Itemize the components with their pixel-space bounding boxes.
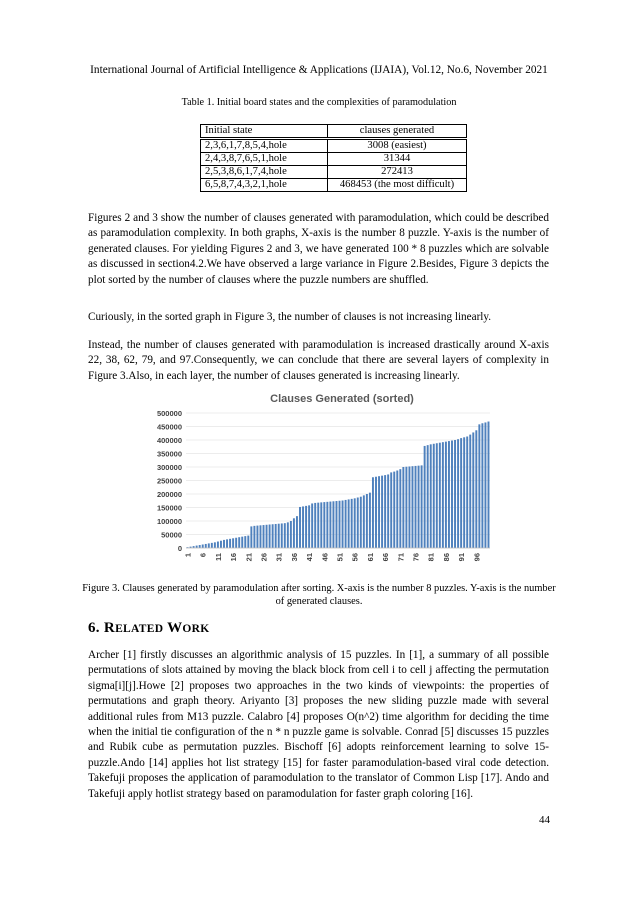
bar: [314, 503, 316, 548]
bar: [405, 467, 407, 548]
x-tick-label: 51: [335, 553, 345, 562]
section-title-rest: ELATED: [115, 623, 164, 635]
x-tick-label: 21: [244, 553, 254, 562]
x-tick-label: 71: [396, 553, 406, 562]
bar: [275, 524, 277, 548]
bar: [396, 471, 398, 548]
bar: [387, 474, 389, 548]
bar: [214, 542, 216, 548]
bar: [253, 526, 255, 548]
bar: [378, 476, 380, 548]
bar: [317, 503, 319, 548]
bar: [369, 493, 371, 548]
bar: [235, 538, 237, 548]
bar: [308, 505, 310, 548]
bar: [287, 522, 289, 548]
table-cell: 468453 (the most difficult): [328, 179, 467, 192]
paragraph-text: Archer [1] firstly discusses an algorithmic analysis of 15 puzzles. In [1], a summary of all possible permutations of slots attained by moving the black block from cell i to cell j affecting the permutation sigma[i][j].Howe [2] proposes two approaches in the two kinds of viewpoints: the properties of permutations and graph theory. Ariyanto [3] proposes the new sliding puzzle made with several additional rules from M13 puzzle. Calabro [4] proposes O(n^2) time algorithm for deciding the time when the initial tie configuration of the n * n puzzle game is solvable. Conrad [5] discusses 15 puzzles and Rubik cube as permutation puzzles. Bischoff [6] adopts reinforcement learning to solve 15-puzzle.Ando [14] applies hot list strategy [15] for faster paramodulation-based viral code detection. Takefuji proposes the application of paramodulation to the translator of Common Lisp [17]. Ando and Takefuji apply hotlist strategy based on paramodulation for faster graph coloring [16].: [88, 649, 549, 800]
bar: [202, 544, 204, 548]
x-tick-label: 6: [198, 553, 208, 558]
x-tick-label: 36: [289, 553, 299, 562]
bar: [339, 501, 341, 548]
bar: [424, 446, 426, 548]
paragraph-text: Curiously, in the sorted graph in Figure 3, the number of clauses is not increasing linearly.: [88, 311, 492, 323]
bar: [399, 469, 401, 548]
bar: [466, 436, 468, 548]
bar: [448, 441, 450, 548]
bar: [384, 475, 386, 548]
bar: [442, 442, 444, 548]
bar: [244, 536, 246, 548]
bar: [418, 466, 420, 548]
bar: [360, 497, 362, 548]
bar: [263, 525, 265, 548]
table-cell: 31344: [328, 153, 467, 166]
bar: [326, 502, 328, 548]
bar: [260, 525, 262, 548]
bar: [208, 543, 210, 548]
table-row: [201, 179, 467, 192]
bar: [402, 467, 404, 548]
y-tick-label: 150000: [156, 503, 182, 513]
y-tick-label: 200000: [156, 490, 182, 499]
bar: [232, 538, 234, 548]
bar: [217, 542, 219, 548]
bar: [278, 524, 280, 548]
journal-header: International Journal of Artificial Intelligence & Applications (IJAIA), Vol.12, No.6, November 2021: [90, 64, 548, 76]
bar: [451, 441, 453, 548]
x-tick-label: 76: [411, 553, 421, 562]
x-tick-label: 1: [183, 553, 193, 558]
bar: [269, 525, 271, 548]
y-tick-label: 300000: [156, 463, 182, 472]
bar: [488, 422, 490, 548]
bar: [329, 502, 331, 548]
bar: [281, 523, 283, 548]
bar: [223, 540, 225, 548]
table-row: [201, 166, 467, 179]
y-tick-label: 450000: [156, 422, 182, 432]
chart-title: Clauses Generated (sorted): [270, 393, 414, 405]
bar: [266, 525, 268, 548]
bar: [460, 438, 462, 548]
bar: [299, 507, 301, 548]
page-number: 44: [539, 814, 550, 826]
bar: [205, 544, 207, 548]
bar: [390, 472, 392, 548]
bar: [366, 494, 368, 548]
table-header-row: [201, 125, 467, 139]
y-tick-label: 400000: [156, 436, 182, 445]
bar: [290, 521, 292, 548]
table-cell: 2,3,6,1,7,8,5,4,hole: [201, 139, 328, 153]
bar: [427, 445, 429, 548]
bar: [211, 543, 213, 548]
bar: [445, 442, 447, 548]
table-cell: 3008 (easiest): [328, 139, 467, 153]
bar: [436, 443, 438, 548]
bar: [199, 545, 201, 548]
bar: [481, 423, 483, 548]
paragraph-text: Instead, the number of clauses generated with paramodulation is increased drastically around X-axis 22, 38, 62, 79, and 97.Consequently, we can conclude that there are several layers of complexity in Figure 3.Also, in each layer, the number of clauses generated is increasing linearly.: [88, 339, 549, 382]
bar: [372, 477, 374, 548]
bar: [381, 476, 383, 548]
bar: [323, 502, 325, 548]
bar: [454, 440, 456, 548]
y-tick-label: 350000: [156, 449, 182, 459]
table-row: [201, 139, 467, 153]
y-tick-label: 500000: [156, 409, 182, 418]
bar: [229, 539, 231, 548]
section-title-rest: ORK: [182, 623, 210, 635]
table-cell: 2,4,3,8,7,6,5,1,hole: [201, 153, 328, 166]
bar: [332, 501, 334, 548]
bar: [351, 499, 353, 548]
x-tick-label: 56: [350, 553, 360, 562]
bar: [305, 506, 307, 548]
bar: [247, 536, 249, 548]
bar: [430, 444, 432, 548]
bar: [484, 422, 486, 548]
section-title-initial: R: [103, 620, 116, 636]
table-cell: 272413: [328, 166, 467, 179]
table-caption: Table 1. Initial board states and the complexities of paramodulation: [181, 97, 457, 108]
bar: [302, 506, 304, 548]
paragraph-text: Figures 2 and 3 show the number of clauses generated with paramodulation, which could be described as paramodulation complexity. In both graphs, X-axis is the number 8 puzzle. Y-axis is the number of generated clauses. For yielding Figures 2 and 3, we have generated 100 * 8 puzzles which are solvable as discussed in section4.2.We have observed a large variance in Figure 2.Besides, Figure 3 depicts the plot sorted by the number of clauses where the puzzle numbers are shuffled.: [88, 212, 549, 286]
x-tick-label: 81: [426, 553, 436, 562]
bar: [469, 435, 471, 548]
x-tick-label: 66: [381, 553, 391, 562]
board-states-table: [200, 124, 467, 192]
bar: [342, 500, 344, 548]
bar: [457, 439, 459, 548]
bar: [256, 526, 258, 548]
bar: [408, 466, 410, 548]
bar: [348, 499, 350, 548]
bar: [393, 472, 395, 548]
paragraph: [88, 648, 549, 802]
bar: [415, 466, 417, 548]
paragraph: [88, 338, 549, 384]
y-tick-label: 100000: [156, 517, 182, 526]
bar: [284, 523, 286, 548]
bar: [238, 537, 240, 548]
x-tick-label: 31: [274, 553, 284, 562]
bar: [220, 541, 222, 548]
x-tick-label: 16: [229, 553, 239, 562]
bar: [250, 526, 252, 548]
table-cell: 2,5,3,8,6,1,7,4,hole: [201, 166, 328, 179]
figure-caption: Figure 3. Clauses generated by paramodulation after sorting. X-axis is the number 8 puzzles. Y-axis is the number of generated clauses.: [82, 583, 556, 607]
bar: [311, 503, 313, 548]
y-tick-label: 250000: [156, 476, 182, 486]
bar: [357, 498, 359, 548]
bar: [296, 516, 298, 548]
section-heading: [88, 620, 210, 637]
bar: [226, 539, 228, 548]
bar: [412, 466, 414, 548]
y-tick-label: 50000: [161, 530, 182, 540]
x-tick-label: 46: [320, 553, 330, 562]
paragraph: [88, 211, 549, 288]
bar: [433, 444, 435, 548]
bar: [421, 465, 423, 548]
bar: [272, 524, 274, 548]
section-number: 6.: [88, 620, 100, 636]
table-cell: 6,5,8,7,4,3,2,1,hole: [201, 179, 328, 192]
y-tick-label: 0: [177, 544, 182, 553]
bar: [363, 495, 365, 548]
column-header-initial-state: Initial state: [201, 125, 328, 139]
bar: [293, 518, 295, 548]
paragraph: [88, 310, 549, 325]
bar: [439, 443, 441, 548]
bar: [320, 502, 322, 548]
bar: [354, 498, 356, 548]
bar: [472, 432, 474, 548]
bar: [336, 501, 338, 548]
x-tick-label: 86: [441, 553, 451, 562]
bar: [345, 500, 347, 548]
clauses-sorted-chart: [140, 385, 500, 575]
x-tick-label: 26: [259, 553, 269, 562]
bar: [475, 430, 477, 548]
x-tick-label: 61: [365, 553, 375, 562]
column-header-clauses: clauses generated: [328, 125, 467, 139]
x-tick-label: 96: [472, 553, 482, 562]
x-tick-label: 91: [457, 553, 467, 562]
bar: [463, 437, 465, 548]
x-tick-label: 11: [213, 553, 223, 561]
bar: [478, 424, 480, 548]
table-row: [201, 153, 467, 166]
section-title-initial: W: [167, 620, 183, 636]
x-tick-label: 41: [305, 553, 315, 562]
bar: [375, 477, 377, 548]
bar: [241, 537, 243, 548]
